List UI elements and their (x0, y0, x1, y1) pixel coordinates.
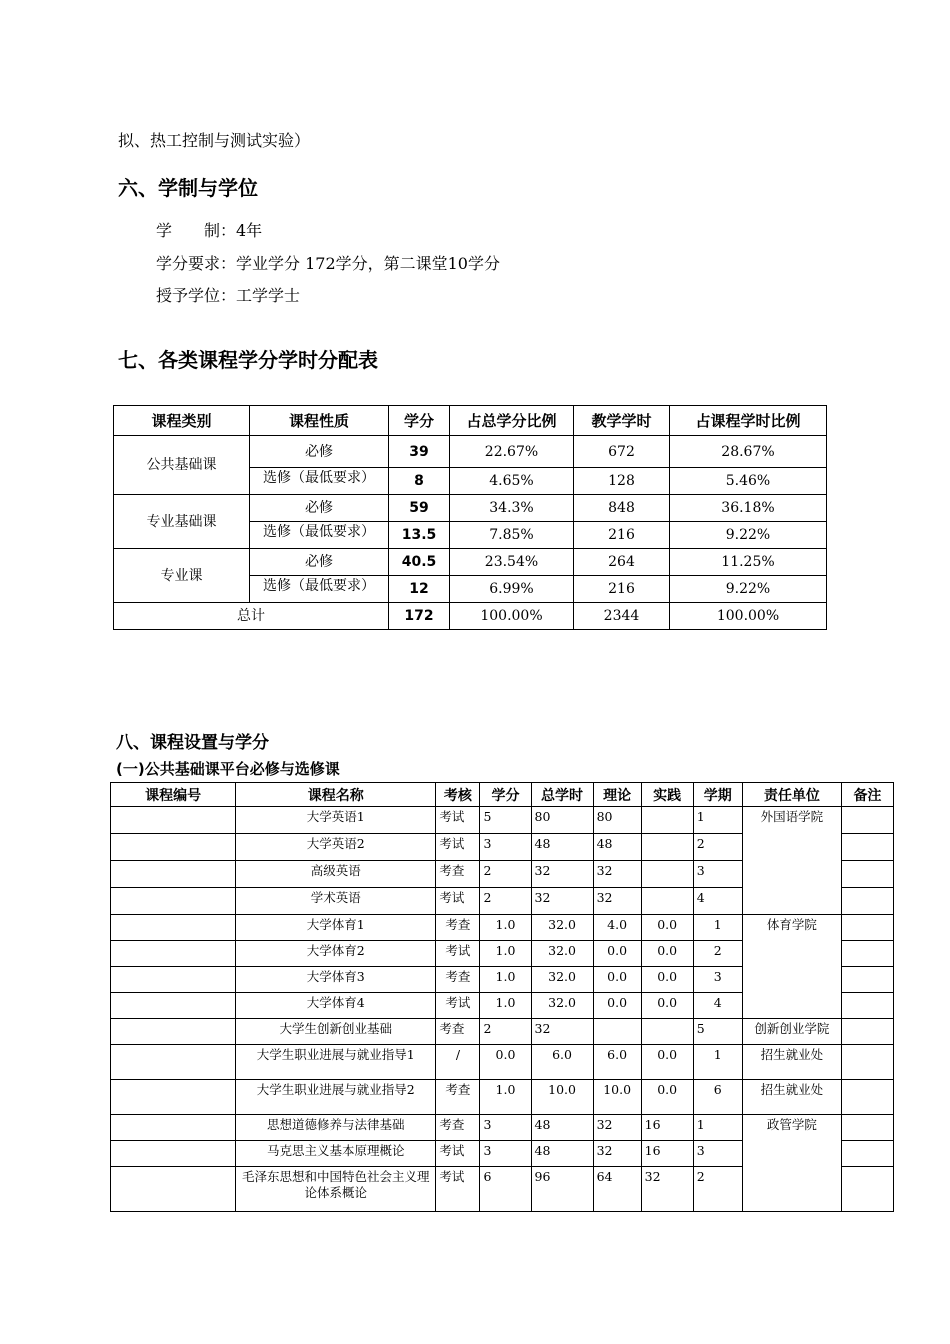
nature-text: 选修（最低要求） (263, 524, 375, 540)
total-hours-cell: 10.0 (531, 1080, 593, 1115)
theory-cell: 6.0 (593, 1045, 641, 1080)
nature-text: 选修（最低要求） (263, 470, 375, 486)
practice-cell: 0.0 (641, 1045, 693, 1080)
total-hours-cell: 2344 (574, 603, 670, 630)
code-cell (111, 834, 236, 861)
header-cell: 学期 (693, 783, 742, 807)
theory-cell: 48 (593, 834, 641, 861)
total-hours-cell: 32 (531, 888, 593, 915)
term-cell: 2 (693, 941, 742, 967)
table-row (114, 495, 827, 522)
credit-ratio-cell: 23.54% (450, 549, 574, 576)
practice-cell: 16 (641, 1115, 693, 1141)
note-cell (841, 861, 893, 888)
nature-cell: 必修 (250, 549, 389, 576)
term-cell: 1 (693, 807, 742, 834)
code-cell (111, 993, 236, 1019)
note-cell (841, 1141, 893, 1167)
practice-cell: 0.0 (641, 915, 693, 941)
theory-cell: 0.0 (593, 967, 641, 993)
theory-cell: 80 (593, 807, 641, 834)
duration-line: 学 制：4年 (156, 221, 263, 240)
practice-cell (641, 834, 693, 861)
nature-cell (250, 522, 389, 549)
theory-cell: 32 (593, 888, 641, 915)
hours-cell: 672 (574, 436, 670, 468)
credits-cell: 1.0 (480, 993, 531, 1019)
exam-cell: 考试 (436, 1141, 480, 1167)
credits-cell: 1.0 (480, 915, 531, 941)
nature-cell (250, 468, 389, 495)
header-cell: 课程名称 (236, 783, 436, 807)
exam-cell: 考试 (436, 993, 480, 1019)
code-cell (111, 1080, 236, 1115)
nature-cell: 必修 (250, 436, 389, 468)
exam-cell: / (436, 1045, 480, 1080)
unit-cell: 招生就业处 (742, 1045, 841, 1080)
code-cell (111, 807, 236, 834)
hours-cell: 264 (574, 549, 670, 576)
header-cell: 占课程学时比例 (670, 406, 827, 436)
course-name-cell: 毛泽东思想和中国特色社会主义理论体系概论 (236, 1167, 436, 1212)
header-cell: 责任单位 (742, 783, 841, 807)
nature-cell: 必修 (250, 495, 389, 522)
credits-cell: 1.0 (480, 1080, 531, 1115)
header-cell: 占总学分比例 (450, 406, 574, 436)
note-cell (841, 807, 893, 834)
practice-cell: 16 (641, 1141, 693, 1167)
code-cell (111, 861, 236, 888)
term-cell: 3 (693, 967, 742, 993)
code-cell (111, 915, 236, 941)
total-label-cell: 总计 (114, 603, 389, 630)
unit-cell: 体育学院 (742, 915, 841, 1019)
table-row (114, 549, 827, 576)
theory-cell: 4.0 (593, 915, 641, 941)
exam-cell: 考查 (436, 967, 480, 993)
table-row (111, 915, 894, 941)
section-heading-6: 六、学制与学位 (118, 176, 258, 200)
code-cell (111, 1045, 236, 1080)
exam-cell: 考查 (436, 1115, 480, 1141)
table-row (111, 1080, 894, 1115)
practice-cell (641, 888, 693, 915)
term-cell: 1 (693, 915, 742, 941)
term-cell: 3 (693, 1141, 742, 1167)
term-cell: 1 (693, 1045, 742, 1080)
total-hours-cell: 32.0 (531, 915, 593, 941)
practice-cell: 0.0 (641, 967, 693, 993)
note-cell (841, 834, 893, 861)
theory-cell: 0.0 (593, 941, 641, 967)
practice-cell: 0.0 (641, 993, 693, 1019)
hour-ratio-cell: 9.22% (670, 576, 827, 603)
term-cell: 6 (693, 1080, 742, 1115)
header-cell: 考核 (436, 783, 480, 807)
practice-cell: 0.0 (641, 941, 693, 967)
hour-ratio-cell: 36.18% (670, 495, 827, 522)
unit-cell: 外国语学院 (742, 807, 841, 915)
category-cell: 专业基础课 (114, 495, 250, 549)
hour-ratio-cell: 28.67% (670, 436, 827, 468)
total-hours-cell: 48 (531, 834, 593, 861)
course-name-cell: 思想道德修养与法律基础 (236, 1115, 436, 1141)
course-table (110, 782, 894, 1212)
total-hours-cell: 96 (531, 1167, 593, 1212)
total-hours-cell: 32.0 (531, 993, 593, 1019)
exam-cell: 考试 (436, 1167, 480, 1212)
code-cell (111, 1141, 236, 1167)
hours-cell: 216 (574, 522, 670, 549)
header-cell: 总学时 (531, 783, 593, 807)
code-cell (111, 941, 236, 967)
credits-cell: 5 (480, 807, 531, 834)
subsection-heading: (一)公共基础课平台必修与选修课 (116, 760, 340, 778)
course-name-cell: 大学生创新创业基础 (236, 1019, 436, 1045)
table-row (111, 1045, 894, 1080)
credits-cell: 1.0 (480, 941, 531, 967)
header-cell: 课程编号 (111, 783, 236, 807)
code-cell (111, 1167, 236, 1212)
term-cell: 3 (693, 861, 742, 888)
total-hours-cell: 6.0 (531, 1045, 593, 1080)
course-name-cell: 大学体育2 (236, 941, 436, 967)
header-cell: 课程类别 (114, 406, 250, 436)
note-cell (841, 1115, 893, 1141)
credits-cell: 13.5 (389, 522, 450, 549)
total-hours-cell: 32 (531, 861, 593, 888)
credits-cell: 40.5 (389, 549, 450, 576)
total-hours-cell: 32 (531, 1019, 593, 1045)
hour-ratio-cell: 5.46% (670, 468, 827, 495)
credits-cell: 3 (480, 834, 531, 861)
credits-cell: 8 (389, 468, 450, 495)
credit-ratio-cell: 7.85% (450, 522, 574, 549)
credit-ratio-cell: 6.99% (450, 576, 574, 603)
term-cell: 4 (693, 993, 742, 1019)
credits-cell: 12 (389, 576, 450, 603)
code-cell (111, 1019, 236, 1045)
header-cell: 课程性质 (250, 406, 389, 436)
category-cell: 专业课 (114, 549, 250, 603)
term-cell: 5 (693, 1019, 742, 1045)
theory-cell: 32 (593, 1141, 641, 1167)
course-name-cell: 学术英语 (236, 888, 436, 915)
unit-cell: 政管学院 (742, 1115, 841, 1212)
nature-cell (250, 576, 389, 603)
practice-cell (641, 1019, 693, 1045)
practice-cell: 32 (641, 1167, 693, 1212)
exam-cell: 考查 (436, 861, 480, 888)
course-name-cell: 高级英语 (236, 861, 436, 888)
category-cell: 公共基础课 (114, 436, 250, 495)
table-header-row (114, 406, 827, 436)
total-hours-cell: 32.0 (531, 967, 593, 993)
term-cell: 2 (693, 834, 742, 861)
course-name-cell: 大学体育1 (236, 915, 436, 941)
exam-cell: 考查 (436, 915, 480, 941)
exam-cell: 考试 (436, 888, 480, 915)
credits-cell: 3 (480, 1115, 531, 1141)
total-credits-cell: 172 (389, 603, 450, 630)
hours-cell: 216 (574, 576, 670, 603)
exam-cell: 考查 (436, 1080, 480, 1115)
degree-line: 授予学位：工学学士 (156, 286, 301, 305)
credits-cell: 6 (480, 1167, 531, 1212)
total-hours-cell: 32.0 (531, 941, 593, 967)
credit-requirement-line: 学分要求：学业学分 172学分，第二课堂10学分 (156, 254, 500, 273)
unit-cell: 创新创业学院 (742, 1019, 841, 1045)
term-cell: 4 (693, 888, 742, 915)
hour-ratio-cell: 11.25% (670, 549, 827, 576)
code-cell (111, 967, 236, 993)
note-cell (841, 1080, 893, 1115)
total-row (114, 603, 827, 630)
credits-cell: 3 (480, 1141, 531, 1167)
theory-cell: 32 (593, 861, 641, 888)
note-cell (841, 1045, 893, 1080)
course-name-cell: 大学生职业进展与就业指导1 (236, 1045, 436, 1080)
theory-cell: 64 (593, 1167, 641, 1212)
course-name-cell: 大学生职业进展与就业指导2 (236, 1080, 436, 1115)
header-cell: 教学学时 (574, 406, 670, 436)
note-cell (841, 1167, 893, 1212)
unit-cell: 招生就业处 (742, 1080, 841, 1115)
credits-cell: 2 (480, 888, 531, 915)
hours-cell: 128 (574, 468, 670, 495)
credits-cell: 2 (480, 1019, 531, 1045)
course-name-cell: 大学英语1 (236, 807, 436, 834)
credits-cell: 1.0 (480, 967, 531, 993)
table-row (111, 1019, 894, 1045)
exam-cell: 考查 (436, 1019, 480, 1045)
credits-cell: 2 (480, 861, 531, 888)
header-cell: 备注 (841, 783, 893, 807)
note-cell (841, 915, 893, 941)
term-cell: 2 (693, 1167, 742, 1212)
course-name-cell: 大学体育3 (236, 967, 436, 993)
practice-cell (641, 807, 693, 834)
note-cell (841, 967, 893, 993)
note-cell (841, 993, 893, 1019)
theory-cell: 32 (593, 1115, 641, 1141)
course-name-cell: 大学体育4 (236, 993, 436, 1019)
credits-cell: 39 (389, 436, 450, 468)
nature-text: 选修（最低要求） (263, 578, 375, 594)
credit-ratio-cell: 34.3% (450, 495, 574, 522)
note-cell (841, 1019, 893, 1045)
header-cell: 实践 (641, 783, 693, 807)
credit-allocation-table (113, 405, 827, 630)
exam-cell: 考试 (436, 834, 480, 861)
header-cell: 理论 (593, 783, 641, 807)
code-cell (111, 1115, 236, 1141)
section-heading-8: 八、课程设置与学分 (116, 733, 269, 753)
table-row (111, 807, 894, 834)
exam-cell: 考试 (436, 807, 480, 834)
course-name-cell: 马克思主义基本原理概论 (236, 1141, 436, 1167)
exam-cell: 考试 (436, 941, 480, 967)
table-row (111, 1115, 894, 1141)
total-hours-cell: 48 (531, 1141, 593, 1167)
credit-ratio-cell: 4.65% (450, 468, 574, 495)
course-name-cell: 大学英语2 (236, 834, 436, 861)
section-heading-7: 七、各类课程学分学时分配表 (118, 348, 378, 372)
theory-cell (593, 1019, 641, 1045)
practice-cell: 0.0 (641, 1080, 693, 1115)
hours-cell: 848 (574, 495, 670, 522)
credits-cell: 59 (389, 495, 450, 522)
total-hours-cell: 80 (531, 807, 593, 834)
theory-cell: 0.0 (593, 993, 641, 1019)
practice-cell (641, 861, 693, 888)
term-cell: 1 (693, 1115, 742, 1141)
header-cell: 学分 (480, 783, 531, 807)
theory-cell: 10.0 (593, 1080, 641, 1115)
note-cell (841, 941, 893, 967)
total-hours-cell: 48 (531, 1115, 593, 1141)
continued-paragraph: 拟、热工控制与测试实验） (118, 131, 311, 150)
total-hour-ratio-cell: 100.00% (670, 603, 827, 630)
table-row (114, 436, 827, 468)
hour-ratio-cell: 9.22% (670, 522, 827, 549)
total-credit-ratio-cell: 100.00% (450, 603, 574, 630)
credits-cell: 0.0 (480, 1045, 531, 1080)
note-cell (841, 888, 893, 915)
header-cell: 学分 (389, 406, 450, 436)
table-header-row (111, 783, 894, 807)
code-cell (111, 888, 236, 915)
credit-ratio-cell: 22.67% (450, 436, 574, 468)
